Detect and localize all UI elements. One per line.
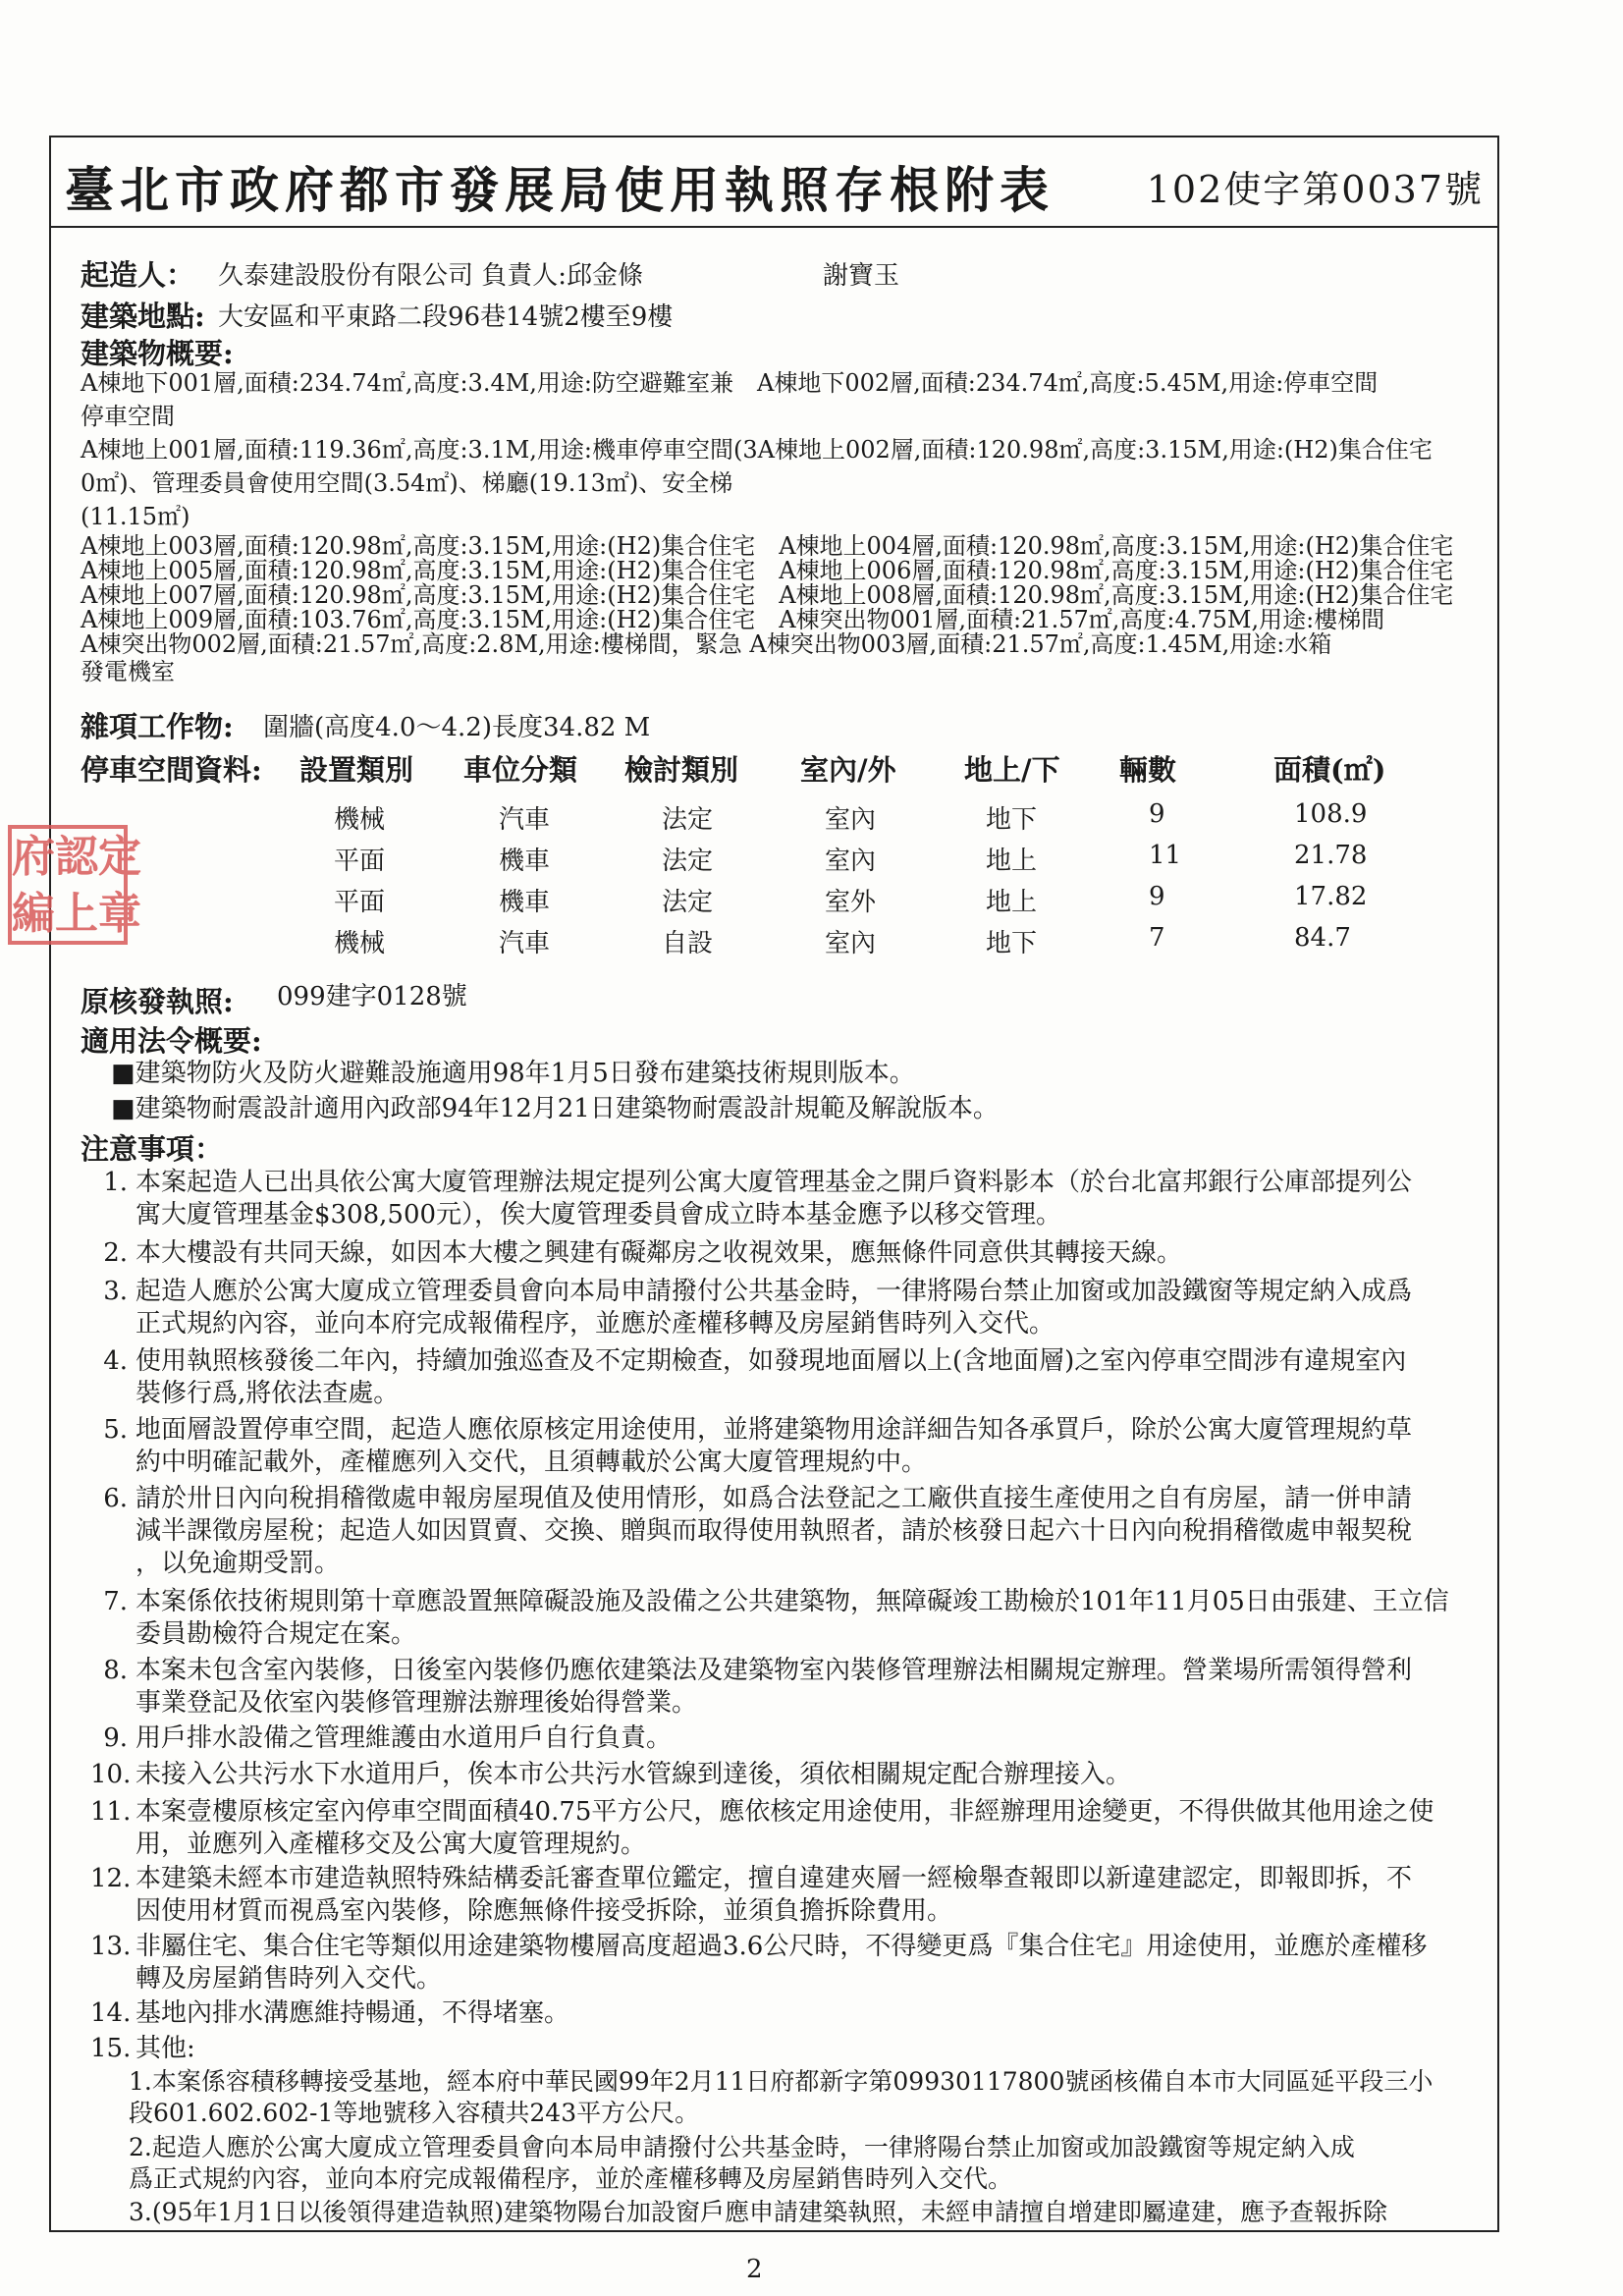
applicant-label: 起造人： [81,258,195,292]
official-seal-stamp [8,825,141,945]
notice-text: 寓大廈管理基金$308,500元），俟大廈管理委員會成立時本基金應予以移交管理。 [135,1200,1062,1230]
notice-item [90,1276,1412,1340]
misc-label: 雜項工作物: [81,710,234,743]
notice-text: 本建築未經本市建造執照特殊結構委託審查單位鑑定，擅自違建夾層一經檢舉查報即以新違建認定，即報即拆，不 [135,1864,1413,1893]
notice-text: 本案起造人已出具依公寓大廈管理辦法規定提列公寓大廈管理基金之開戶資料影本（於台北富邦銀行公庫部提列公 [135,1168,1413,1197]
notice-text: 本案壹樓原核定室內停車空間面積40.75平方公尺，應依核定用途使用，非經辦理用途變更，不得供做其他用途之使 [135,1797,1434,1827]
notice-number: 7. [103,1587,128,1616]
table-cell: 法定 [662,888,714,917]
permit-number: 102使字第0037號 [1146,168,1484,211]
table-cell: 9 [1149,799,1165,829]
parking-label: 停車空間資料: [81,753,262,787]
notice-item [90,1237,1182,1270]
notice-number: 1. [103,1168,128,1197]
table-cell: 法定 [662,847,714,876]
notice-item [90,1796,1434,1861]
floor-line: 發電機室 [81,658,175,685]
site-label: 建築地點: [81,300,205,333]
notice-number: 15. [90,2034,132,2063]
table-cell: 法定 [662,805,714,835]
notice-item [90,1997,569,2030]
parking-header: 設置類別 [299,753,414,787]
law-item: ■建築物耐震設計適用內政部94年12月21日建築物耐震設計規範及解說版本。 [111,1094,999,1123]
table-cell: 地上 [986,847,1038,876]
notice-text: 使用執照核發後二年內，持續加強巡查及不定期檢查，如發現地面層以上(含地面層)之室內停車空間涉有違規室內 [135,1346,1407,1376]
sub-item-line: 2.起造人應於公寓大廈成立管理委員會向本局申請撥付公共基金時，一律將陽台禁止加窗或加設鐵窗等規定納入成 [129,2133,1355,2161]
notice-number: 13. [90,1932,132,1961]
page-number: 2 [746,2255,763,2284]
notice-text: 用，並應列入產權移交及公寓大廈管理規約。 [135,1830,647,1859]
notice-number: 10. [90,1760,132,1789]
overview-label: 建築物概要: [81,337,234,370]
table-cell: 17.82 [1294,882,1368,911]
notice-text: 其他: [135,2034,195,2063]
notice-item [90,1655,1412,1720]
floor-line: A棟地上009層,面積:103.76㎡,高度:3.15M,用途:(H2)集合住宅 A棟突出物001層,面積:21.57㎡,高度:4.75M,用途:樓梯間 [81,606,1385,633]
law-item: ■建築物防火及防火避難設施適用98年1月5日發布建築技術規則版本。 [111,1059,915,1088]
notice-number: 8. [103,1656,128,1685]
applicant-value: 久泰建設股份有限公司 負責人:邱金條 [218,261,644,291]
table-cell: 11 [1149,841,1182,870]
original-permit-label: 原核發執照: [81,985,234,1018]
notice-item [90,2033,195,2065]
overview-line: 0㎡)、管理委員會使用空間(3.54㎡)、梯廳(19.13㎡)、安全梯 [81,469,733,497]
parking-header: 地上/下 [964,753,1060,787]
notice-text: 請於卅日內向稅捐稽徵處申報房屋現值及使用情形，如爲合法登記之工廠供直接生產使用之自有房屋，請一併申請 [135,1484,1413,1513]
notice-item [90,1863,1412,1928]
sub-item-line: 1.本案係容積移轉接受基地，經本府中華民國99年2月11日府都新字第09930117800號函核備自本市大同區延平段三小 [129,2067,1434,2096]
parking-header: 面積(㎡) [1273,753,1386,787]
notice-number: 9. [103,1723,128,1753]
parking-header: 室內/外 [800,753,896,787]
table-cell: 平面 [334,847,386,876]
table-cell: 7 [1149,923,1165,953]
notice-text: 未接入公共污水下水道用戶，俟本市公共污水管線到達後，須依相關規定配合辦理接入。 [135,1760,1132,1789]
seal-char: 定 [98,832,141,882]
notice-number: 14. [90,1998,132,2028]
seal-char: 章 [98,889,141,939]
table-cell: 機械 [334,805,386,835]
table-cell: 機械 [334,929,386,958]
notice-text: 約中明確記載外，產權應列入交代，且須轉載於公寓大廈管理規約中。 [135,1448,928,1477]
notice-item [90,1586,1449,1651]
notice-text: 本大樓設有共同天線，如因本大樓之興建有礙鄰房之收視效果，應無條件同意供其轉接天線。 [135,1238,1183,1268]
seal-char: 上 [55,889,98,939]
notice-text: 減半課徵房屋稅；起造人如因買賣、交換、贈與而取得使用執照者，請於核發日起六十日內向稅捐稽徵處申報契稅 [135,1516,1413,1546]
notice-number: 5. [103,1415,128,1445]
notice-text: 委員勘檢符合規定在案。 [135,1619,417,1649]
notice-text: 本案係依技術規則第十章應設置無障礙設施及設備之公共建築物，無障礙竣工勘檢於101年11月05日由張建、王立信 [135,1587,1449,1616]
floor-line: A棟地上003層,面積:120.98㎡,高度:3.15M,用途:(H2)集合住宅 A棟地上004層,面積:120.98㎡,高度:3.15M,用途:(H2)集合住宅 [81,532,1454,560]
document-header [51,137,1497,228]
table-cell: 室內 [825,929,877,958]
misc-value: 圍牆(高度4.0～4.2)長度34.82 M [263,713,651,742]
notice-text: 基地內排水溝應維持暢通，不得堵塞。 [135,1998,570,2028]
notice-item [90,1759,1131,1791]
table-cell: 21.78 [1294,841,1368,870]
seal-char: 認 [55,832,98,882]
notice-text: ，以免逾期受罰。 [135,1549,341,1578]
notice-text: 起造人應於公寓大廈成立管理委員會向本局申請撥付公共基金時，一律將陽台禁止加窗或加設鐵窗等規定納入成爲 [135,1277,1413,1306]
notice-item [90,1722,672,1755]
notice-number: 6. [103,1484,128,1513]
document-title: 臺北市政府都市發展局使用執照存根附表 [65,161,1055,219]
parking-header: 車位分類 [463,753,578,787]
notice-text: 裝修行爲,將依法查處。 [135,1379,400,1408]
notice-number: 2. [103,1238,128,1268]
sub-item-line: 段601.602.602-1等地號移入容積共243平方公尺。 [129,2099,700,2127]
table-cell: 地下 [986,805,1038,835]
floor-line: A棟地上005層,面積:120.98㎡,高度:3.15M,用途:(H2)集合住宅 A棟地上006層,面積:120.98㎡,高度:3.15M,用途:(H2)集合住宅 [81,557,1454,584]
original-permit-value: 099建字0128號 [277,982,467,1011]
notice-number: 3. [103,1277,128,1306]
table-cell: 108.9 [1294,799,1368,829]
seal-char: 府 [12,832,55,882]
table-cell: 9 [1149,882,1165,911]
overview-line: A棟地下001層,面積:234.74㎡,高度:3.4M,用途:防空避難室兼 A棟地下002層,面積:234.74㎡,高度:5.45M,用途:停車空間 [81,369,1379,397]
table-cell: 地下 [986,929,1038,958]
table-cell: 汽車 [499,805,551,835]
parking-header: 輛數 [1119,753,1177,787]
table-cell: 平面 [334,888,386,917]
notice-text: 非屬住宅、集合住宅等類似用途建築物樓層高度超過3.6公尺時，不得變更爲『集合住宅』用途使用，並應於產權移 [135,1932,1428,1961]
notice-item [90,1167,1412,1231]
laws-label: 適用法令概要: [81,1024,262,1058]
parking-header: 檢討類別 [624,753,739,787]
notice-number: 11. [90,1797,132,1827]
notice-text: 事業登記及依室內裝修管理辦法辦理後始得營業。 [135,1688,698,1718]
sub-item-line: 3.(95年1月1日以後領得建造執照)建築物陽台加設窗戶應申請建築執照，未經申請擅自增建即屬違建，應予查報拆除 [129,2198,1387,2226]
notice-text: 正式規約內容，並向本府完成報備程序，並應於產權移轉及房屋銷售時列入交代。 [135,1309,1055,1339]
site-value: 大安區和平東路二段96巷14號2樓至9樓 [218,302,674,332]
table-cell: 機車 [499,847,551,876]
notice-item [90,1483,1412,1580]
table-cell: 自設 [662,929,714,958]
notice-text: 因使用材質而視爲室內裝修，除應無條件接受拆除，並須負擔拆除費用。 [135,1896,953,1926]
applicant-extra: 謝寶玉 [823,261,900,291]
floor-line: A棟地上007層,面積:120.98㎡,高度:3.15M,用途:(H2)集合住宅 A棟地上008層,面積:120.98㎡,高度:3.15M,用途:(H2)集合住宅 [81,581,1454,609]
notice-item [90,1345,1406,1410]
table-cell: 室內 [825,805,877,835]
notice-number: 4. [103,1346,128,1376]
notice-text: 轉及房屋銷售時列入交代。 [135,1964,443,1994]
notices-label: 注意事項： [81,1132,224,1166]
sub-item-line: 爲正式規約內容，並向本府完成報備程序，並於產權移轉及房屋銷售時列入交代。 [129,2164,1013,2193]
table-cell: 汽車 [499,929,551,958]
notice-text: 本案未包含室內裝修，日後室內裝修仍應依建築法及建築物室內裝修管理辦法相關規定辦理。營業場所需領得營利 [135,1656,1413,1685]
floor-line: A棟突出物002層,面積:21.57㎡,高度:2.8M,用途:樓梯間，緊急 A棟突出物003層,面積:21.57㎡,高度:1.45M,用途:水箱 [81,630,1332,658]
overview-line: A棟地上001層,面積:119.36㎡,高度:3.1M,用途:機車停車空間(3A棟地上002層,面積:120.98㎡,高度:3.15M,用途:(H2)集合住宅 [81,436,1433,464]
table-cell: 室內 [825,847,877,876]
seal-char: 編 [12,889,55,939]
overview-line: (11.15㎡) [81,503,190,530]
table-cell: 地上 [986,888,1038,917]
notice-item [90,1414,1412,1479]
notice-number: 12. [90,1864,132,1893]
table-cell: 機車 [499,888,551,917]
table-cell: 84.7 [1294,923,1351,953]
overview-line: 停車空間 [81,403,175,430]
table-cell: 室外 [825,888,877,917]
notice-text: 地面層設置停車空間，起造人應依原核定用途使用，並將建築物用途詳細告知各承買戶，除於公寓大廈管理規約草 [135,1415,1413,1445]
notice-text: 用戶排水設備之管理維護由水道用戶自行負責。 [135,1723,673,1753]
notice-item [90,1931,1427,1995]
